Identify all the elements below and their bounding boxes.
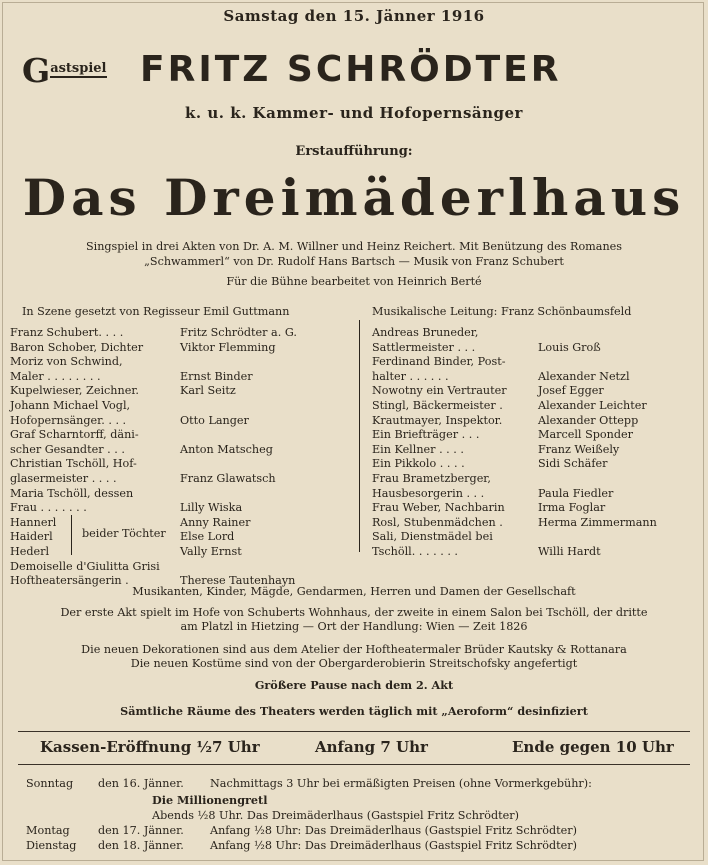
sisters-note: beider Töchter xyxy=(82,527,166,540)
cast-row xyxy=(10,384,350,399)
cast-role: glasermeister . . . . xyxy=(10,471,117,485)
cast-row xyxy=(10,530,350,545)
cast-row xyxy=(10,326,350,341)
credits-line-2: „Schwammerl“ von Dr. Rudolf Hans Bartsch — Musik von Franz Schubert xyxy=(144,255,564,268)
cast-role: Hannerl xyxy=(10,515,57,529)
cast-role: Frau Weber, Nachbarin xyxy=(372,501,505,515)
cast-role: Ferdinand Binder, Post- xyxy=(372,355,506,369)
cast-row xyxy=(372,341,702,356)
cast-role: Ein Briefträger . . . xyxy=(372,428,480,442)
bottom-rule xyxy=(18,764,690,765)
cast-list-left xyxy=(10,326,350,589)
box-office-time: Kassen-Eröffnung ½7 Uhr xyxy=(40,738,260,756)
cast-row xyxy=(372,428,702,443)
premiere-label: Erstaufführung: xyxy=(295,144,413,159)
cast-role: Hoftheatersängerin . xyxy=(10,574,129,588)
cast-row xyxy=(372,355,702,370)
cast-role: Haiderl xyxy=(10,530,53,544)
cast-row xyxy=(10,428,350,443)
cast-role: Baron Schober, Dichter xyxy=(10,340,144,354)
pause-note: Größere Pause nach dem 2. Akt xyxy=(254,678,454,692)
guest-label-rest: astspiel xyxy=(50,61,107,76)
cast-role: Rosl, Stubenmädchen . xyxy=(372,515,503,529)
cast-role: Franz Schubert. . . . xyxy=(10,326,124,339)
cast-row xyxy=(372,516,702,531)
time-bar xyxy=(0,738,708,762)
cast-actor: Ernst Binder xyxy=(180,369,253,383)
cast-role: Hederl xyxy=(10,544,50,558)
cast-role: Ein Pikkolo . . . . xyxy=(372,457,465,471)
setting-line-2: am Platzl in Hietzing — Ort der Handlung: Wien — Zeit 1826 xyxy=(180,620,528,633)
cast-actor: Karl Seitz xyxy=(180,384,236,398)
start-time: Anfang 7 Uhr xyxy=(315,738,428,756)
schedule-text: Abends ½8 Uhr. Das Dreimäderlhaus (Gastspiel Fritz Schrödter) xyxy=(152,809,520,822)
cast-row xyxy=(372,370,702,385)
cast-actor: Franz Weißely xyxy=(538,442,620,456)
cast-role: Johann Michael Vogl, xyxy=(10,398,131,412)
extras-line: Musikanten, Kinder, Mägde, Gendarmen, Herren und Damen der Gesellschaft xyxy=(132,585,576,598)
cast-actor: Alexander Netzl xyxy=(538,369,630,383)
director-credit: In Szene gesetzt von Regisseur Emil Guttmann xyxy=(22,305,290,318)
cast-actor: Sidi Schäfer xyxy=(538,457,608,471)
cast-role: Andreas Bruneder, xyxy=(372,326,479,339)
performance-date: Samstag den 15. Jänner 1916 xyxy=(223,7,485,25)
column-divider xyxy=(359,320,360,552)
cast-row xyxy=(10,516,350,531)
singer-name: FRITZ SCHRÖDTER xyxy=(140,49,562,90)
cast-row xyxy=(372,545,702,560)
cast-list-right xyxy=(372,326,702,560)
cast-row xyxy=(372,384,702,399)
end-time: Ende gegen 10 Uhr xyxy=(512,738,674,756)
schedule-day: Dienstag xyxy=(26,839,77,852)
schedule-text: Anfang ½8 Uhr: Das Dreimäderlhaus (Gastspiel Fritz Schrödter) xyxy=(210,824,577,837)
schedule-date: den 18. Jänner. xyxy=(98,839,184,852)
guest-label xyxy=(22,51,107,90)
cast-role: scher Gesandter . . . xyxy=(10,442,125,456)
cast-actor: Alexander Leichter xyxy=(538,398,647,412)
cast-actor: Fritz Schrödter a. G. xyxy=(180,326,297,339)
cast-role: Christian Tschöll, Hof- xyxy=(10,457,137,471)
cast-row xyxy=(10,457,350,472)
schedule-day: Montag xyxy=(26,824,70,837)
cast-role: Sali, Dienstmädel bei xyxy=(372,530,493,544)
cast-role: Hofopernsänger. . . . xyxy=(10,413,127,427)
schedule-date: den 17. Jänner. xyxy=(98,824,184,837)
cast-actor: Therese Tautenhayn xyxy=(180,574,296,588)
cast-role: Tschöll. . . . . . . xyxy=(372,544,458,558)
guest-performance-heading xyxy=(22,51,702,91)
sisters-brace xyxy=(71,515,80,555)
schedule-day: Sonntag xyxy=(26,777,74,790)
cast-role: Frau Brametzberger, xyxy=(372,471,491,485)
cast-row xyxy=(372,414,702,429)
cast-role: Stingl, Bäckermeister . xyxy=(372,398,503,412)
cast-row xyxy=(372,457,702,472)
cast-row xyxy=(10,370,350,385)
cast-row xyxy=(10,443,350,458)
guest-initial: G xyxy=(22,51,51,90)
cast-role: Graf Scharntorff, däni- xyxy=(10,428,139,442)
cast-row xyxy=(10,545,350,560)
cast-actor: Otto Langer xyxy=(180,413,249,427)
top-rule xyxy=(18,731,690,732)
decor-line-2: Die neuen Kostüme sind von der Obergarderobierin Streitschofsky angefertigt xyxy=(130,657,578,670)
setting-line-1: Der erste Akt spielt im Hofe von Schuberts Wohnhaus, der zweite in einem Salon bei Tschöll, der dritte xyxy=(60,606,648,619)
cast-actor: Anton Matscheg xyxy=(180,442,273,456)
cast-role: halter . . . . . . xyxy=(372,369,449,383)
cast-row xyxy=(372,326,702,341)
cast-actor: Lilly Wiska xyxy=(180,501,243,515)
cast-actor: Else Lord xyxy=(180,530,235,544)
cast-role: Maria Tschöll, dessen xyxy=(10,486,134,500)
cast-row xyxy=(372,399,702,414)
cast-row xyxy=(10,560,350,575)
cast-actor: Viktor Flemming xyxy=(180,340,276,354)
play-title: Das Dreimäderlhaus xyxy=(22,168,686,227)
cast-role: Frau . . . . . . . xyxy=(10,501,87,515)
music-direction-credit: Musikalische Leitung: Franz Schönbaumsfeld xyxy=(372,305,632,318)
cast-actor: Josef Egger xyxy=(538,384,604,398)
cast-role: Sattlermeister . . . xyxy=(372,340,476,354)
cast-actor: Anny Rainer xyxy=(180,515,251,529)
cast-actor: Vally Ernst xyxy=(180,544,242,558)
cast-row xyxy=(372,443,702,458)
cast-row xyxy=(10,399,350,414)
cast-role: Demoiselle d'Giulitta Grisi xyxy=(10,559,160,573)
cast-actor: Paula Fiedler xyxy=(538,486,614,500)
cast-row xyxy=(372,487,702,502)
disinfection-note: Sämtliche Räume des Theaters werden täglich mit „Aeroform“ desinfiziert xyxy=(120,704,588,718)
cast-actor: Louis Groß xyxy=(538,340,601,354)
cast-role: Nowotny ein Vertrauter xyxy=(372,384,507,398)
cast-role: Kupelwieser, Zeichner. xyxy=(10,384,139,398)
cast-role: Ein Kellner . . . . xyxy=(372,442,464,456)
cast-actor: Marcell Sponder xyxy=(538,428,633,442)
schedule-text: Anfang ½8 Uhr: Das Dreimäderlhaus (Gastspiel Fritz Schrödter) xyxy=(210,839,577,852)
singer-rank: k. u. k. Kammer- und Hofopernsänger xyxy=(185,104,523,122)
cast-role: Krautmayer, Inspektor. xyxy=(372,413,503,427)
cast-row xyxy=(372,472,702,487)
cast-role: Moriz von Schwind, xyxy=(10,355,123,369)
cast-actor: Herma Zimmermann xyxy=(538,515,657,529)
cast-actor: Franz Glawatsch xyxy=(180,471,276,485)
cast-role: Hausbesorgerin . . . xyxy=(372,486,485,500)
credits-line-3: Für die Bühne bearbeitet von Heinrich Berté xyxy=(226,275,482,288)
cast-row xyxy=(372,501,702,516)
schedule-date: den 16. Jänner. xyxy=(98,777,184,790)
credits-line-1: Singspiel in drei Akten von Dr. A. M. Willner und Heinz Reichert. Mit Benützung des Romanes xyxy=(85,240,623,253)
schedule-text: Die Millionengretl xyxy=(152,793,268,807)
schedule-text: Nachmittags 3 Uhr bei ermäßigten Preisen (ohne Vormerkgebühr): xyxy=(210,777,592,790)
cast-row xyxy=(10,355,350,370)
cast-actor: Irma Foglar xyxy=(538,501,606,515)
cast-row xyxy=(10,487,350,502)
cast-row xyxy=(10,414,350,429)
cast-row xyxy=(10,501,350,516)
cast-row xyxy=(10,341,350,356)
cast-role: Maler . . . . . . . . xyxy=(10,369,101,383)
cast-row xyxy=(10,472,350,487)
cast-row xyxy=(372,530,702,545)
cast-actor: Willi Hardt xyxy=(538,544,601,558)
decor-line-1: Die neuen Dekorationen sind aus dem Atelier der Hoftheatermaler Brüder Kautsky & Rottanara xyxy=(81,643,627,656)
cast-actor: Alexander Ottepp xyxy=(538,413,639,427)
